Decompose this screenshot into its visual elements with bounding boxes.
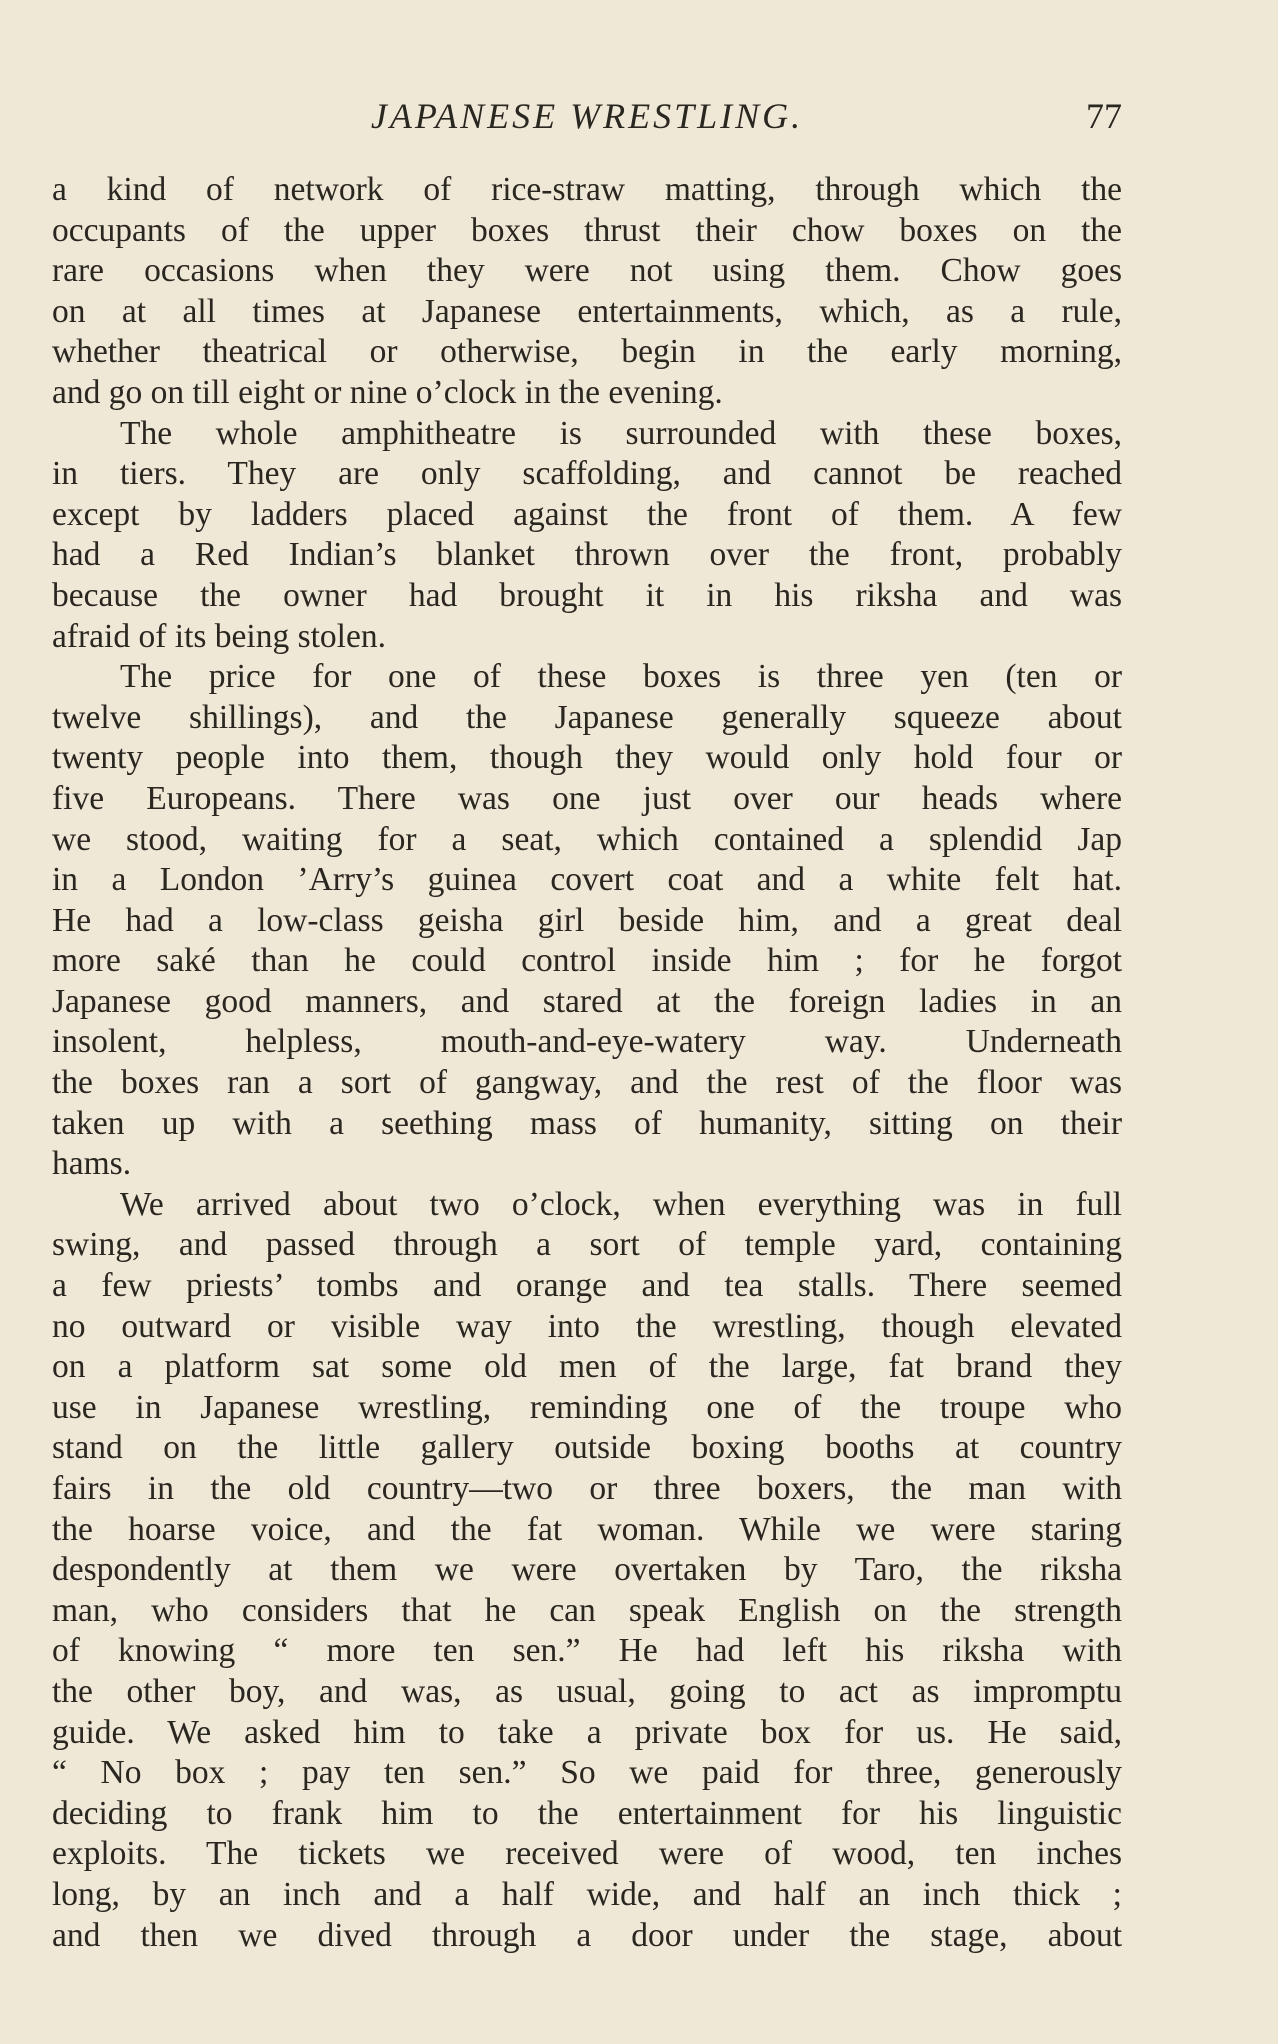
text-line: a kind of network of rice-straw matting, through which the: [52, 171, 1122, 208]
text-line: the boxes ran a sort of gangway, and the rest of the floor was: [52, 1064, 1122, 1102]
text-line: because the owner had brought it in his riksha and was: [52, 576, 1122, 614]
text-line: use in Japanese wrestling, reminding one of the troupe who: [52, 1388, 1122, 1426]
text-line: five Europeans. There was one just over our heads where: [52, 779, 1122, 817]
text-line: “ No box ; pay ten sen.” So we paid for three, generously: [52, 1754, 1122, 1792]
text-line: stand on the little gallery outside boxing booths at country: [52, 1429, 1122, 1467]
text-line: the other boy, and was, as usual, going to act as impromptu: [52, 1672, 1122, 1710]
text-line: insolent, helpless, mouth-and-eye-watery way. Underneath: [52, 1023, 1122, 1061]
text-line: on a platform sat some old men of the large, fat brand they: [52, 1348, 1122, 1386]
text-line: a few priests’ tombs and orange and tea stalls. There seemed: [52, 1267, 1122, 1305]
text-line: had a Red Indian’s blanket thrown over the front, probably: [52, 536, 1122, 574]
text-line: man, who considers that he can speak English on the strength: [52, 1591, 1122, 1629]
text-line: fairs in the old country—two or three boxers, the man with: [52, 1470, 1122, 1507]
text-line: the hoarse voice, and the fat woman. While we were staring: [52, 1510, 1122, 1548]
text-line: long, by an inch and a half wide, and half an inch thick ;: [52, 1875, 1122, 1913]
text-line: of knowing “ more ten sen.” He had left his riksha with: [52, 1632, 1122, 1670]
text-line: We arrived about two o’clock, when everything was in full: [120, 1185, 1122, 1223]
paragraph: [52, 657, 1122, 1185]
text-line: on at all times at Japanese entertainments, which, as a rule,: [52, 292, 1122, 330]
text-line: The whole amphitheatre is surrounded with these boxes,: [120, 414, 1122, 452]
running-head: [52, 92, 1122, 140]
text-line: exploits. The tickets we received were of wood, ten inches: [52, 1835, 1122, 1873]
text-line: no outward or visible way into the wrestling, though elevated: [52, 1307, 1122, 1345]
page-number: 77: [1086, 96, 1122, 136]
text-line: and then we dived through a door under the stage, about: [52, 1916, 1122, 1954]
paragraph: [52, 170, 1122, 414]
text-line: twenty people into them, though they would only hold four or: [52, 739, 1122, 777]
body-text: [52, 170, 1122, 1956]
text-line: deciding to frank him to the entertainment for his linguistic: [52, 1794, 1122, 1832]
paragraph: [52, 414, 1122, 658]
text-line: hams.: [52, 1145, 132, 1183]
text-line: twelve shillings), and the Japanese generally squeeze about: [52, 698, 1122, 736]
text-line: in tiers. They are only scaffolding, and cannot be reached: [52, 455, 1122, 493]
text-line: in a London ’Arry’s guinea covert coat and a white felt hat.: [52, 861, 1122, 899]
text-line: except by ladders placed against the front of them. A few: [52, 495, 1122, 533]
paragraph: [52, 1185, 1122, 1956]
text-line: guide. We asked him to take a private box for us. He said,: [52, 1713, 1122, 1751]
text-line: occupants of the upper boxes thrust their chow boxes on the: [52, 211, 1122, 249]
text-line: taken up with a seething mass of humanity, sitting on their: [52, 1104, 1122, 1142]
text-line: He had a low-class geisha girl beside him, and a great deal: [52, 901, 1122, 939]
text-line: and go on till eight or nine o’clock in the evening.: [52, 373, 723, 411]
text-line: whether theatrical or otherwise, begin in the early morning,: [52, 333, 1122, 371]
running-title: JAPANESE WRESTLING.: [370, 96, 804, 136]
text-line: we stood, waiting for a seat, which contained a splendid Jap: [52, 820, 1122, 858]
text-line: swing, and passed through a sort of temple yard, containing: [52, 1226, 1122, 1264]
text-line: afraid of its being stolen.: [52, 617, 386, 655]
text-line: The price for one of these boxes is three yen (ten or: [120, 658, 1122, 696]
text-line: Japanese good manners, and stared at the foreign ladies in an: [52, 982, 1122, 1020]
text-line: despondently at them we were overtaken by Taro, the riksha: [52, 1551, 1122, 1589]
text-line: more saké than he could control inside him ; for he forgot: [52, 942, 1122, 980]
text-line: rare occasions when they were not using them. Chow goes: [52, 252, 1122, 290]
